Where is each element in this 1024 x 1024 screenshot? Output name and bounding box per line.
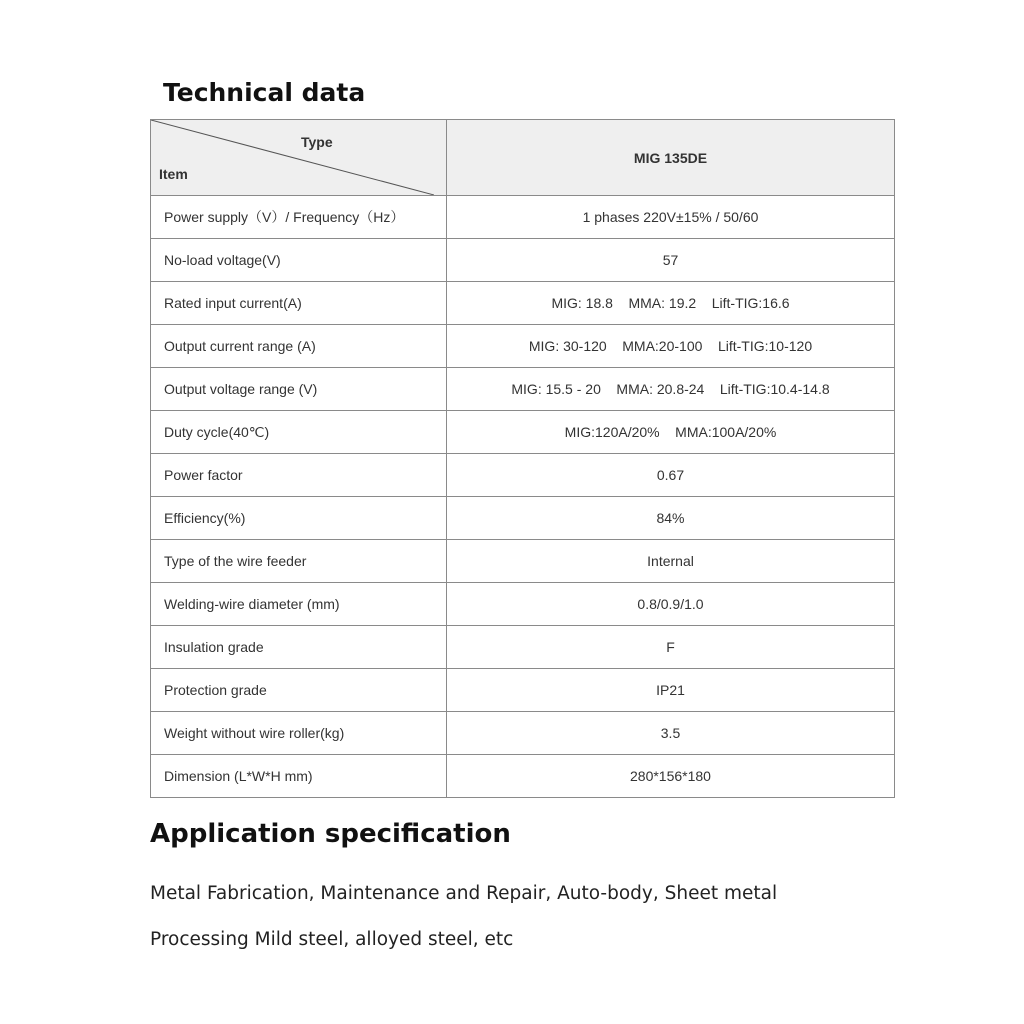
table-row: [151, 282, 895, 325]
row-item-label: Dimension (L*W*H mm): [151, 755, 447, 798]
row-item-label: Protection grade: [151, 669, 447, 712]
row-item-label: Output current range (A): [151, 325, 447, 368]
header-type-label: Type: [301, 134, 333, 150]
row-value: 0.8/0.9/1.0: [447, 583, 895, 626]
row-item-label: Output voltage range (V): [151, 368, 447, 411]
row-item-label: Insulation grade: [151, 626, 447, 669]
row-item-label: Welding-wire diameter (mm): [151, 583, 447, 626]
technical-data-table: [150, 119, 895, 798]
row-item-label: No-load voltage(V): [151, 239, 447, 282]
row-value: MIG:120A/20% MMA:100A/20%: [447, 411, 895, 454]
table-row: [151, 411, 895, 454]
table-row: [151, 583, 895, 626]
row-value: 84%: [447, 497, 895, 540]
table-row: [151, 196, 895, 239]
application-line-2: Processing Mild steel, alloyed steel, etc: [150, 929, 514, 950]
row-value: MIG: 30-120 MMA:20-100 Lift-TIG:10-120: [447, 325, 895, 368]
header-item-label: Item: [159, 166, 188, 182]
row-value: MIG: 15.5 - 20 MMA: 20.8-24 Lift-TIG:10.4-14.8: [447, 368, 895, 411]
row-item-label: Efficiency(%): [151, 497, 447, 540]
row-value: 1 phases 220V±15% / 50/60: [447, 196, 895, 239]
model-name: MIG 135DE: [447, 120, 895, 196]
table-row: [151, 540, 895, 583]
application-heading: Application specification: [150, 819, 511, 849]
row-value: 57: [447, 239, 895, 282]
row-value: F: [447, 626, 895, 669]
table-row: [151, 626, 895, 669]
table-row: [151, 755, 895, 798]
row-item-label: Power supply（V）/ Frequency（Hz）: [151, 196, 447, 239]
row-item-label: Rated input current(A): [151, 282, 447, 325]
table-row: [151, 239, 895, 282]
diagonal-divider: [151, 120, 434, 195]
table-row: [151, 325, 895, 368]
row-item-label: Power factor: [151, 454, 447, 497]
table-header-row: [151, 120, 895, 196]
table-row: [151, 712, 895, 755]
row-item-label: Weight without wire roller(kg): [151, 712, 447, 755]
row-value: MIG: 18.8 MMA: 19.2 Lift-TIG:16.6: [447, 282, 895, 325]
row-value: 0.67: [447, 454, 895, 497]
application-line-1: Metal Fabrication, Maintenance and Repair, Auto-body, Sheet metal: [150, 883, 778, 904]
table-row: [151, 669, 895, 712]
row-value: 3.5: [447, 712, 895, 755]
row-item-label: Duty cycle(40℃): [151, 411, 447, 454]
row-value: IP21: [447, 669, 895, 712]
row-value: 280*156*180: [447, 755, 895, 798]
table-row: [151, 497, 895, 540]
row-item-label: Type of the wire feeder: [151, 540, 447, 583]
table-row: [151, 368, 895, 411]
header-corner-cell: [151, 120, 447, 196]
row-value: Internal: [447, 540, 895, 583]
page-title: Technical data: [163, 78, 366, 107]
table-row: [151, 454, 895, 497]
